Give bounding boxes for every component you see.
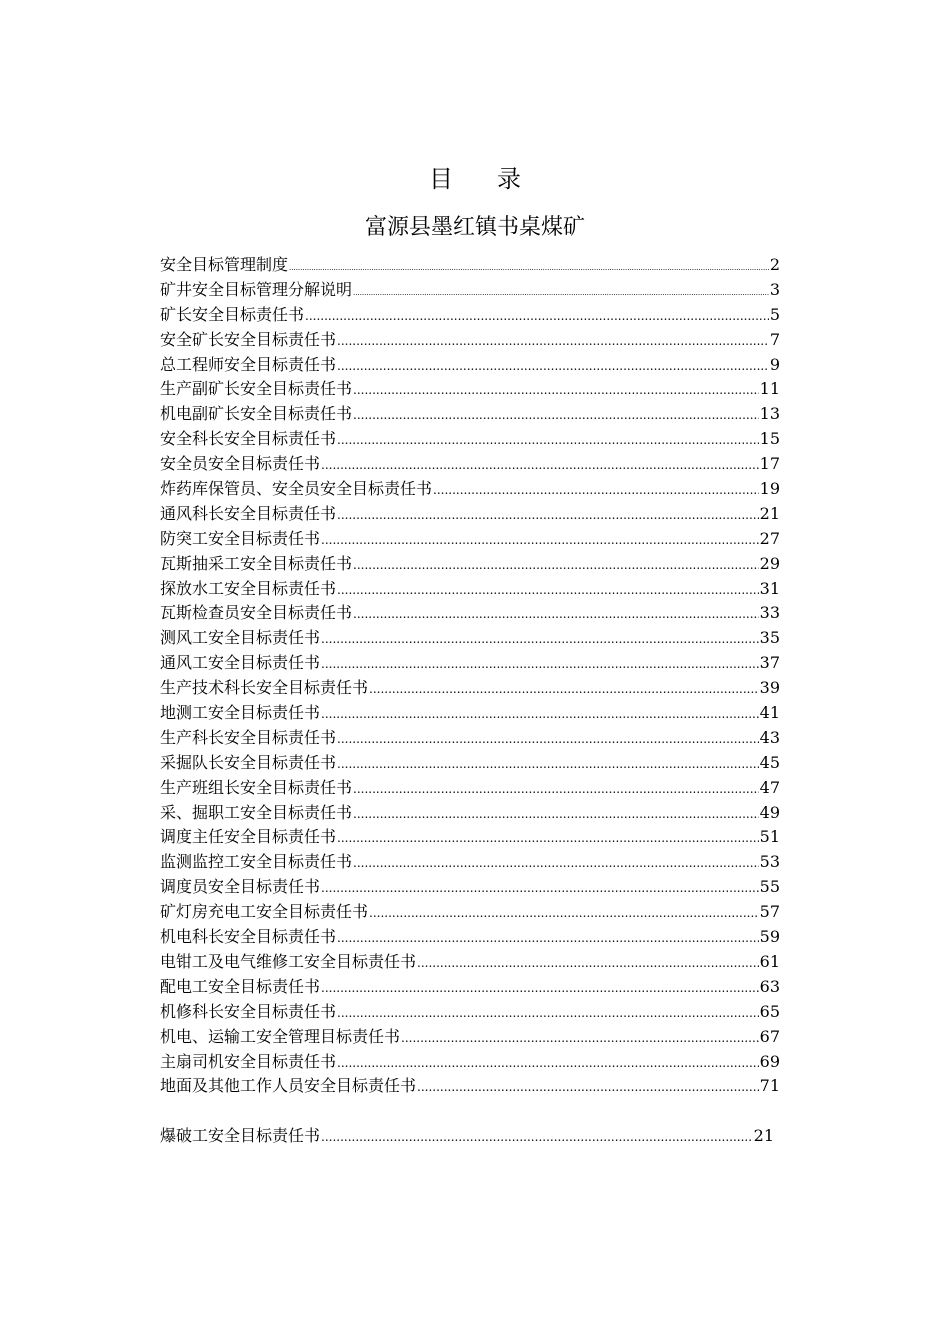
toc-entry-title: 瓦斯抽采工安全目标责任书 xyxy=(160,553,353,573)
toc-entry-page: 63 xyxy=(759,976,780,996)
toc-entry-title: 配电工安全目标责任书 xyxy=(160,976,321,996)
toc-entry-title: 生产班组长安全目标责任书 xyxy=(160,777,353,797)
toc-leader xyxy=(337,503,759,528)
toc-entry-page: 59 xyxy=(759,927,780,947)
toc-leader xyxy=(401,1026,759,1051)
toc-entry-title: 调度员安全目标责任书 xyxy=(160,877,321,897)
toc-entry[interactable] xyxy=(160,328,780,353)
toc-leader xyxy=(337,1051,759,1076)
toc-entry-title: 爆破工安全目标责任书 xyxy=(160,1126,321,1145)
toc-entry[interactable] xyxy=(160,825,780,850)
toc-leader xyxy=(321,702,759,727)
toc-entry-page: 37 xyxy=(759,653,780,673)
toc-entry-title: 安全科长安全目标责任书 xyxy=(160,429,337,449)
toc-leader xyxy=(353,378,759,403)
toc-entry-title: 主扇司机安全目标责任书 xyxy=(160,1051,337,1071)
toc-entry[interactable] xyxy=(160,577,780,602)
toc-entry-title: 矿井安全目标管理分解说明 xyxy=(160,279,353,299)
toc-entry-page: 33 xyxy=(759,603,780,623)
toc-entry-title: 矿灯房充电工安全目标责任书 xyxy=(160,902,369,922)
company-name: 富源县墨红镇书桌煤矿 xyxy=(364,215,585,240)
toc-entry-page: 65 xyxy=(759,1001,780,1021)
toc-entry[interactable] xyxy=(160,278,780,303)
toc-entry-title: 调度主任安全目标责任书 xyxy=(160,827,337,847)
toc-entry-title: 电钳工及电气维修工安全目标责任书 xyxy=(160,951,417,971)
toc-entry-page: 29 xyxy=(759,553,780,573)
toc-entry[interactable] xyxy=(160,402,780,427)
toc-entry-title: 生产科长安全目标责任书 xyxy=(160,727,337,747)
toc-entry[interactable] xyxy=(160,1025,780,1050)
toc-leader xyxy=(353,777,759,802)
toc-leader xyxy=(321,876,759,901)
toc-entry[interactable] xyxy=(160,925,780,950)
toc-leader xyxy=(337,329,769,354)
toc-leader xyxy=(353,281,769,306)
toc-entry[interactable] xyxy=(160,1000,780,1025)
toc-leader xyxy=(353,403,759,428)
toc-leader xyxy=(353,802,759,827)
toc-leader xyxy=(321,652,759,677)
toc-entry-page: 71 xyxy=(759,1076,780,1096)
toc-entry-title: 安全员安全目标责任书 xyxy=(160,454,321,474)
toc-entry-page: 13 xyxy=(759,404,780,424)
toc-entry-page: 5 xyxy=(769,304,780,324)
toc-entry-title: 机电科长安全目标责任书 xyxy=(160,927,337,947)
toc-entry-page: 35 xyxy=(759,628,780,648)
toc-leader xyxy=(337,926,759,951)
toc-entry[interactable] xyxy=(160,975,780,1000)
toc-entry[interactable] xyxy=(160,452,780,477)
toc-entry-page: 21 xyxy=(759,503,780,523)
toc-leader xyxy=(337,428,759,453)
toc-entry[interactable] xyxy=(160,751,780,776)
toc-entry-title: 防突工安全目标责任书 xyxy=(160,528,321,548)
toc-leader xyxy=(305,304,769,329)
toc-entry-title: 采、掘职工安全目标责任书 xyxy=(160,802,353,822)
toc-entry-page: 57 xyxy=(759,902,780,922)
toc-entry-page: 39 xyxy=(759,678,780,698)
toc-entry[interactable] xyxy=(160,502,780,527)
toc-entry-page: 41 xyxy=(759,703,780,723)
toc-leader xyxy=(353,851,759,876)
toc-leader xyxy=(353,553,759,578)
toc-entry[interactable] xyxy=(160,427,780,452)
toc-entry[interactable] xyxy=(160,601,780,626)
toc-entry[interactable] xyxy=(160,1050,780,1075)
toc-leader xyxy=(353,602,759,627)
toc-leader xyxy=(321,1125,753,1150)
toc-entry-page: 55 xyxy=(759,877,780,897)
toc-entry-page: 15 xyxy=(759,429,780,449)
toc-entry-title: 机修科长安全目标责任书 xyxy=(160,1001,337,1021)
toc-entry[interactable] xyxy=(160,776,780,801)
toc-entry-title: 生产技术科长安全目标责任书 xyxy=(160,678,369,698)
toc-heading-left: 目 xyxy=(429,165,453,193)
toc-entry-title: 采掘队长安全目标责任书 xyxy=(160,752,337,772)
toc-entry-page: 2 xyxy=(769,255,780,274)
toc-entry-title: 机电副矿长安全目标责任书 xyxy=(160,404,353,424)
toc-entry-title: 总工程师安全目标责任书 xyxy=(160,354,337,374)
toc-leader xyxy=(337,1001,759,1026)
toc-entry-page: 27 xyxy=(759,528,780,548)
toc-entry[interactable] xyxy=(160,950,780,975)
toc-entry-page: 3 xyxy=(769,279,780,299)
toc-leader xyxy=(321,528,759,553)
toc-leader xyxy=(417,1075,759,1100)
toc-entry-title: 机电、运输工安全管理目标责任书 xyxy=(160,1026,401,1046)
toc-entry-page: 43 xyxy=(759,727,780,747)
toc-leader xyxy=(337,752,759,777)
toc-leader xyxy=(417,951,759,976)
toc-entry-page: 51 xyxy=(759,827,780,847)
toc-extra-list xyxy=(160,1124,774,1149)
toc-entry-page: 21 xyxy=(753,1126,774,1145)
toc-entry-title: 通风工安全目标责任书 xyxy=(160,653,321,673)
toc-entry-title: 瓦斯检查员安全目标责任书 xyxy=(160,603,353,623)
toc-entry[interactable] xyxy=(160,253,780,278)
toc-entry[interactable] xyxy=(160,651,780,676)
toc-entry-title: 安全目标管理制度 xyxy=(160,255,289,274)
toc-entry-page: 7 xyxy=(769,329,780,349)
toc-leader xyxy=(321,453,759,478)
toc-entry[interactable] xyxy=(160,477,780,502)
toc-entry[interactable] xyxy=(160,875,780,900)
toc-leader xyxy=(289,256,769,281)
toc-entry[interactable] xyxy=(160,1124,774,1149)
toc-entry-title: 通风科长安全目标责任书 xyxy=(160,503,337,523)
toc-entry-page: 67 xyxy=(759,1026,780,1046)
toc-entry[interactable] xyxy=(160,676,780,701)
toc-entry-page: 19 xyxy=(759,479,780,499)
toc-entry-title: 地测工安全目标责任书 xyxy=(160,703,321,723)
toc-heading xyxy=(0,162,950,196)
toc-leader xyxy=(369,677,759,702)
toc-entry-page: 47 xyxy=(759,777,780,797)
toc-entry-page: 31 xyxy=(759,578,780,598)
toc-entry[interactable] xyxy=(160,303,780,328)
toc-entry-title: 炸药库保管员、安全员安全目标责任书 xyxy=(160,479,433,499)
toc-entry[interactable] xyxy=(160,801,780,826)
toc-entry[interactable] xyxy=(160,701,780,726)
toc-entry[interactable] xyxy=(160,900,780,925)
toc-entry-title: 地面及其他工作人员安全目标责任书 xyxy=(160,1076,417,1096)
toc-leader xyxy=(321,976,759,1001)
toc-leader xyxy=(369,901,759,926)
toc-entry-title: 测风工安全目标责任书 xyxy=(160,628,321,648)
toc-entry-title: 安全矿长安全目标责任书 xyxy=(160,329,337,349)
toc-entry-title: 生产副矿长安全目标责任书 xyxy=(160,379,353,399)
toc-entry-page: 11 xyxy=(759,379,780,399)
toc-entry-title: 矿长安全目标责任书 xyxy=(160,304,305,324)
toc-entry-page: 17 xyxy=(759,454,780,474)
toc-entry[interactable] xyxy=(160,850,780,875)
toc-list xyxy=(160,253,780,1099)
toc-leader xyxy=(321,627,759,652)
toc-entry-page: 53 xyxy=(759,852,780,872)
toc-heading-right: 录 xyxy=(497,165,521,193)
toc-entry[interactable] xyxy=(160,726,780,751)
toc-entry[interactable] xyxy=(160,353,780,378)
toc-entry[interactable] xyxy=(160,626,780,651)
toc-entry-page: 45 xyxy=(759,752,780,772)
toc-leader xyxy=(337,727,759,752)
toc-entry-title: 监测监控工安全目标责任书 xyxy=(160,852,353,872)
toc-entry-title: 探放水工安全目标责任书 xyxy=(160,578,337,598)
toc-leader xyxy=(337,826,759,851)
toc-leader xyxy=(337,578,759,603)
toc-entry[interactable] xyxy=(160,1074,780,1099)
toc-leader xyxy=(433,478,759,503)
toc-entry-page: 69 xyxy=(759,1051,780,1071)
toc-entry[interactable] xyxy=(160,552,780,577)
toc-entry-page: 49 xyxy=(759,802,780,822)
toc-entry[interactable] xyxy=(160,377,780,402)
toc-entry-page: 9 xyxy=(769,354,780,374)
toc-entry-page: 61 xyxy=(759,951,780,971)
toc-leader xyxy=(337,354,769,379)
toc-entry[interactable] xyxy=(160,527,780,552)
